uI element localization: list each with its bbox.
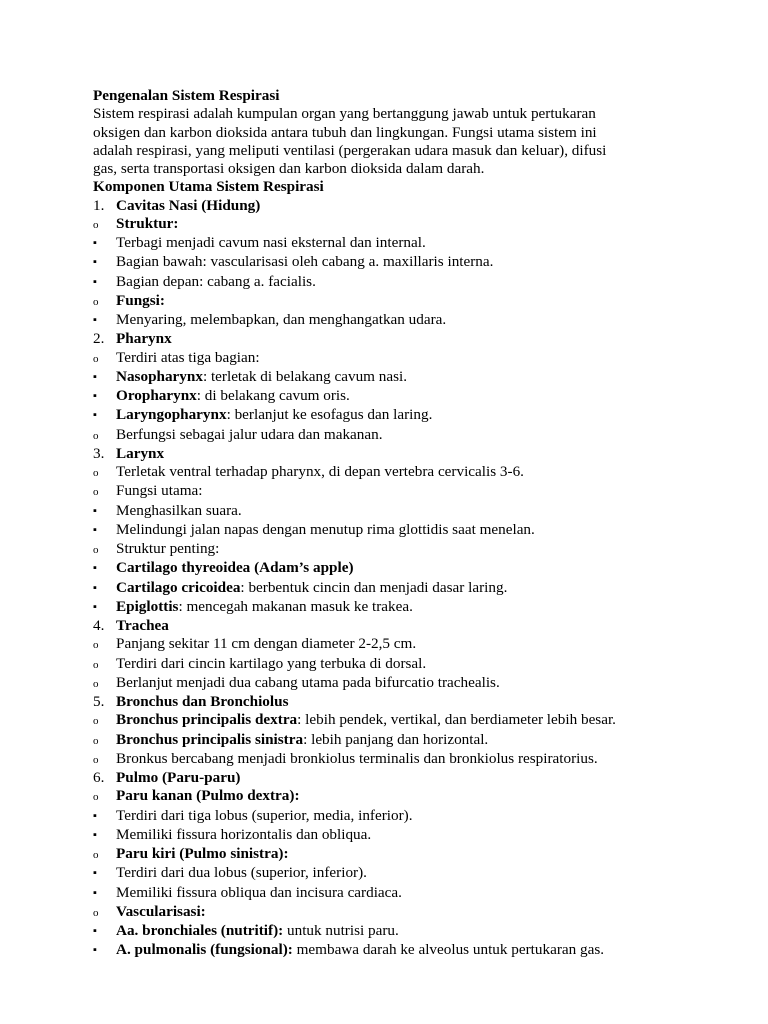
list-item-plain: Bagian depan: cabang a. facialis. <box>116 272 316 290</box>
circle-bullet-icon: o <box>93 544 99 556</box>
intro-line: Sistem respirasi adalah kumpulan organ yang bertanggung jawab untuk pertukaran <box>93 105 596 123</box>
list-item <box>93 368 733 387</box>
list-item-text <box>116 769 240 787</box>
list-item-plain: Berlanjut menjadi dua cabang utama pada bifurcatio trachealis. <box>116 673 500 691</box>
list-item <box>93 559 733 578</box>
list-item-plain: Menyaring, melembapkan, dan menghangatkan udara. <box>116 311 447 328</box>
list-item-text <box>116 864 367 882</box>
list-item-text <box>116 635 416 653</box>
list-item-text <box>116 559 354 577</box>
list-item <box>93 330 733 348</box>
outline-list <box>93 197 733 961</box>
list-item-text <box>116 197 260 215</box>
circle-bullet-icon: o <box>93 486 99 499</box>
list-item <box>93 922 733 941</box>
square-bullet-icon: ▪ <box>93 523 97 536</box>
list-item <box>93 234 733 253</box>
list-item <box>93 693 733 711</box>
list-item <box>93 445 733 463</box>
list-item-text <box>116 693 288 711</box>
intro-paragraph <box>93 105 733 178</box>
square-bullet-icon: ▪ <box>93 237 97 249</box>
list-item <box>93 635 733 654</box>
list-item-text <box>116 521 535 539</box>
list-item-text <box>116 426 383 444</box>
square-bullet-icon: ▪ <box>93 886 97 899</box>
square-bullet-icon: ▪ <box>93 390 97 402</box>
list-item-text <box>116 941 604 959</box>
list-item-text <box>116 349 260 367</box>
list-item-text <box>116 463 524 481</box>
document-title: Pengenalan Sistem Respirasi <box>93 87 280 104</box>
list-item-plain: Bagian bawah: vascularisasi oleh cabang a. maxillaris interna. <box>116 253 494 271</box>
list-item <box>93 826 733 845</box>
list-item <box>93 540 733 559</box>
circle-bullet-icon: o <box>93 734 99 747</box>
intro-line: gas, serta transportasi oksigen dan karbon dioksida dalam darah. <box>93 160 485 177</box>
list-item-plain: Menghasilkan suara. <box>116 501 242 519</box>
list-item-bold: Bronchus principalis dextra <box>116 711 298 729</box>
list-item-bold: Cartilago thyreoidea (Adam’s apple) <box>116 559 354 577</box>
list-item <box>93 617 733 635</box>
list-item <box>93 941 733 960</box>
list-item-plain: untuk nutrisi paru. <box>283 922 399 939</box>
list-item <box>93 674 733 693</box>
list-item-text <box>116 655 426 673</box>
list-item-plain: : berlanjut ke esofagus dan laring. <box>226 406 433 424</box>
list-number: 2. <box>93 330 105 348</box>
list-item-bold: Laryngopharynx <box>116 406 227 424</box>
list-item-plain: Melindungi jalan napas dengan menutup rima glottidis saat menelan. <box>116 520 535 538</box>
list-item-text <box>116 807 413 825</box>
list-item-text <box>116 826 371 844</box>
list-item-text <box>116 787 300 805</box>
list-item <box>93 598 733 617</box>
list-item-plain: Terdiri atas tiga bagian: <box>116 348 260 366</box>
circle-bullet-icon: o <box>93 791 99 804</box>
list-item-bold: Larynx <box>116 444 165 462</box>
circle-bullet-icon: o <box>93 849 99 861</box>
square-bullet-icon: ▪ <box>93 504 97 517</box>
list-item-plain: Bronkus bercabang menjadi bronkiolus terminalis dan bronkiolus respiratorius. <box>116 749 598 767</box>
list-item-plain: Terdiri dari dua lobus (superior, inferior). <box>116 864 367 882</box>
list-item-plain: Terdiri dari cincin kartilago yang terbuka di dorsal. <box>116 654 427 672</box>
list-item-text <box>116 406 432 424</box>
square-bullet-icon: ▪ <box>93 867 97 880</box>
list-item-bold: A. pulmonalis (fungsional): <box>116 941 293 959</box>
circle-bullet-icon: o <box>93 467 99 479</box>
square-bullet-icon: ▪ <box>93 314 97 326</box>
list-item-bold: Pharynx <box>116 330 172 348</box>
list-item <box>93 463 733 482</box>
list-item-plain: membawa darah ke alveolus untuk pertukaran gas. <box>292 941 605 959</box>
list-item-plain: Panjang sekitar 11 cm dengan diameter 2-2,5 cm. <box>116 635 417 653</box>
list-item-bold: Epiglottis <box>116 597 179 615</box>
circle-bullet-icon: o <box>93 218 99 231</box>
list-item <box>93 253 733 272</box>
list-item-bold: Paru kiri (Pulmo sinistra): <box>116 845 289 862</box>
list-item <box>93 845 733 864</box>
list-item-text <box>116 884 402 902</box>
list-item <box>93 903 733 922</box>
list-item-plain: : di belakang cavum oris. <box>196 387 350 404</box>
circle-bullet-icon: o <box>93 753 99 766</box>
list-item <box>93 311 733 330</box>
list-item-text <box>116 368 407 386</box>
square-bullet-icon: ▪ <box>93 370 97 383</box>
list-item-plain: Memiliki fissura obliqua dan incisura cardiaca. <box>116 883 402 901</box>
circle-bullet-icon: o <box>93 658 99 671</box>
list-item-text <box>116 903 206 921</box>
square-bullet-icon: ▪ <box>93 809 97 822</box>
list-item-text <box>116 234 426 252</box>
list-item <box>93 655 733 674</box>
list-item <box>93 406 733 425</box>
list-item-bold: Pulmo (Paru-paru) <box>116 769 241 786</box>
list-number: 4. <box>93 617 105 634</box>
list-item-plain: Berfungsi sebagai jalur udara dan makanan. <box>116 425 383 443</box>
list-item <box>93 711 733 730</box>
list-item-text <box>116 502 242 520</box>
intro-line: oksigen dan karbon dioksida antara tubuh dan lingkungan. Fungsi utama sistem ini <box>93 123 597 141</box>
list-item <box>93 387 733 406</box>
circle-bullet-icon: o <box>93 352 99 365</box>
square-bullet-icon: ▪ <box>93 944 97 957</box>
list-item-text <box>116 617 169 635</box>
list-item-bold: Oropharynx <box>116 387 197 404</box>
list-item-text <box>116 845 289 863</box>
list-item-text <box>116 579 507 597</box>
list-item <box>93 292 733 311</box>
square-bullet-icon: ▪ <box>93 925 97 937</box>
list-item <box>93 579 733 598</box>
circle-bullet-icon: o <box>93 677 99 690</box>
list-item-bold: Nasopharynx <box>116 367 203 385</box>
list-item <box>93 482 733 501</box>
list-item <box>93 769 733 787</box>
square-bullet-icon: ▪ <box>93 828 97 841</box>
circle-bullet-icon: o <box>93 429 99 442</box>
list-item-text <box>116 598 413 616</box>
list-item <box>93 750 733 769</box>
list-item-plain: : terletak di belakang cavum nasi. <box>202 367 408 385</box>
list-item <box>93 197 733 215</box>
square-bullet-icon: ▪ <box>93 275 97 288</box>
list-item <box>93 273 733 292</box>
list-item-plain: : lebih pendek, vertikal, dan berdiameter lebih besar. <box>297 711 616 729</box>
circle-bullet-icon: o <box>93 715 99 728</box>
list-number: 5. <box>93 693 105 710</box>
list-item-text <box>116 445 164 463</box>
list-item <box>93 731 733 750</box>
list-item-plain: Terdiri dari tiga lobus (superior, media, inferior). <box>116 806 413 824</box>
square-bullet-icon: ▪ <box>93 600 97 613</box>
list-item-text <box>116 330 172 348</box>
circle-bullet-icon: o <box>93 295 99 308</box>
circle-bullet-icon: o <box>93 906 99 919</box>
list-item <box>93 349 733 368</box>
list-item-bold: Cavitas Nasi (Hidung) <box>116 196 261 214</box>
list-item <box>93 215 733 234</box>
list-item <box>93 864 733 883</box>
list-item-plain: Terbagi menjadi cavum nasi eksternal dan internal. <box>116 234 426 251</box>
list-item-plain: : lebih panjang dan horizontal. <box>303 730 489 748</box>
list-item <box>93 521 733 540</box>
list-item-plain: Fungsi utama: <box>116 482 203 500</box>
list-item-bold: Trachea <box>116 617 169 634</box>
list-item-text <box>116 273 316 291</box>
list-item <box>93 884 733 903</box>
list-number: 1. <box>93 196 105 214</box>
list-item-text <box>116 387 350 405</box>
list-item-bold: Vascularisasi: <box>116 902 206 920</box>
list-item-bold: Aa. bronchiales (nutritif): <box>116 922 284 939</box>
document-page <box>93 87 733 961</box>
intro-line: adalah respirasi, yang meliputi ventilasi (pergerakan udara masuk dan keluar), difusi <box>93 141 607 159</box>
list-item-text <box>116 253 493 271</box>
square-bullet-icon: ▪ <box>93 409 97 422</box>
list-number: 3. <box>93 444 105 462</box>
list-item-text <box>116 215 178 233</box>
list-item-text <box>116 482 202 500</box>
list-item-text <box>116 311 446 329</box>
list-item-text <box>116 750 598 768</box>
list-item-bold: Struktur: <box>116 214 179 232</box>
list-item-plain: Memiliki fissura horizontalis dan obliqua. <box>116 825 372 843</box>
list-item-bold: Bronchus dan Bronchiolus <box>116 693 289 710</box>
square-bullet-icon: ▪ <box>93 581 97 594</box>
list-item-plain: Struktur penting: <box>116 540 220 557</box>
list-item <box>93 426 733 445</box>
square-bullet-icon: ▪ <box>93 562 97 575</box>
list-item-text <box>116 540 219 558</box>
list-item-plain: Terletak ventral terhadap pharynx, di depan vertebra cervicalis 3-6. <box>116 463 524 480</box>
list-item <box>93 787 733 806</box>
list-item <box>93 807 733 826</box>
list-item-plain: : berbentuk cincin dan menjadi dasar laring. <box>240 578 508 596</box>
square-bullet-icon: ▪ <box>93 256 97 269</box>
section-title: Komponen Utama Sistem Respirasi <box>93 178 324 196</box>
list-item-text <box>116 922 399 940</box>
list-item-bold: Bronchus principalis sinistra <box>116 730 304 748</box>
list-item-bold: Fungsi: <box>116 291 165 309</box>
list-item-text <box>116 292 165 310</box>
list-item-text <box>116 731 488 749</box>
list-item-bold: Paru kanan (Pulmo dextra): <box>116 787 300 805</box>
list-item-bold: Cartilago cricoidea <box>116 578 241 596</box>
circle-bullet-icon: o <box>93 639 99 652</box>
list-item <box>93 502 733 521</box>
list-number: 6. <box>93 769 105 786</box>
list-item-text <box>116 711 616 729</box>
list-item-text <box>116 674 500 692</box>
list-item-plain: : mencegah makanan masuk ke trakea. <box>178 597 413 615</box>
